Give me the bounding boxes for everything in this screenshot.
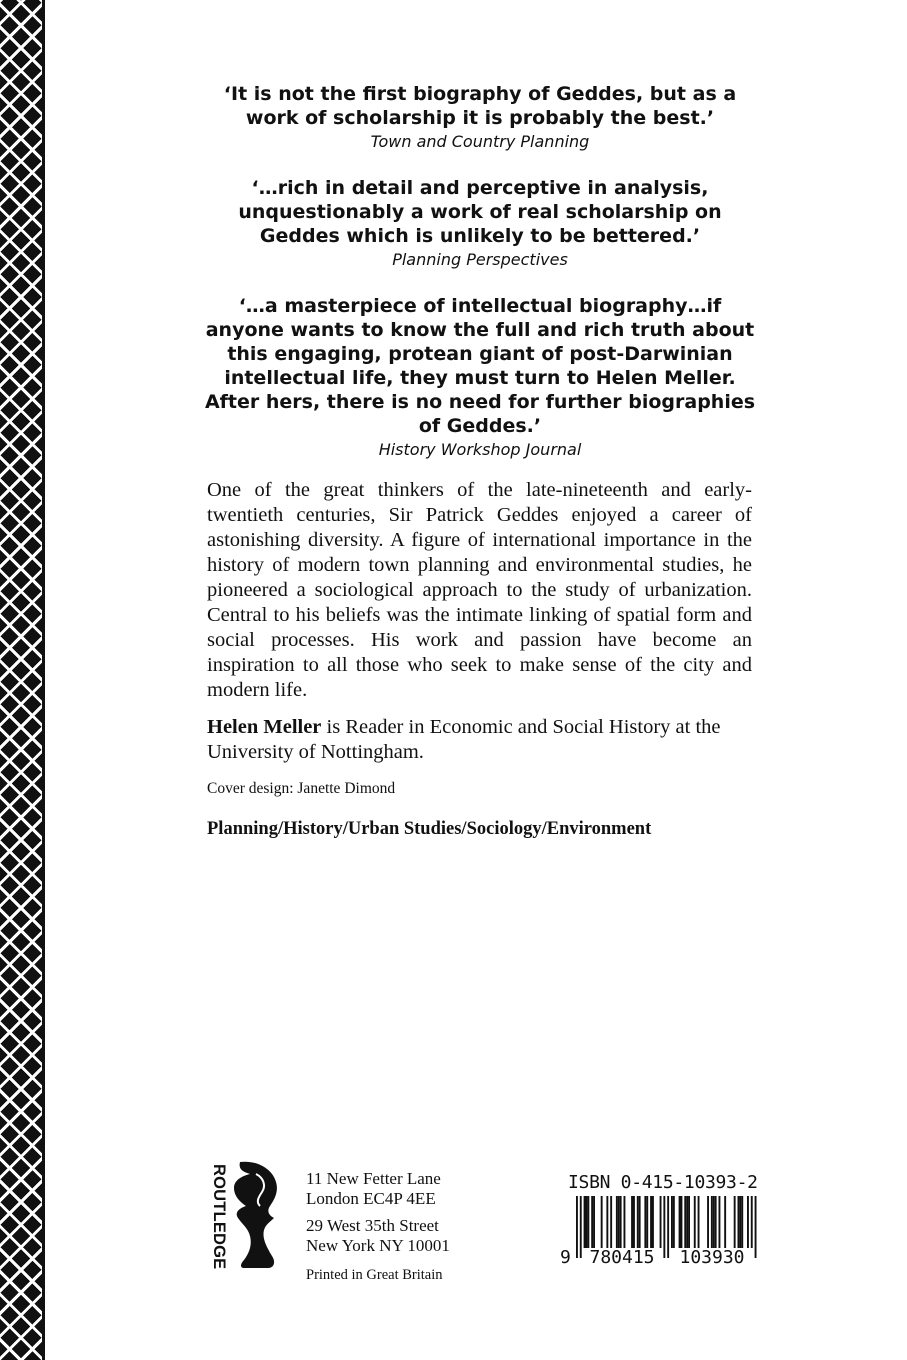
barcode-bar [591,1196,593,1248]
quote-text: ‘…rich in detail and perceptive in analysis, unquestionably a work of real scholarship on Geddes which is unlikely to be bettered.’ [238,177,722,247]
printed-in: Printed in Great Britain [306,1267,443,1283]
barcode-bar [620,1196,622,1248]
barcode-bar [738,1196,740,1248]
review-quote [200,176,760,272]
barcode-bar [644,1196,646,1248]
barcode-bar [711,1196,713,1248]
address-us-line2: New York NY 10001 [306,1236,450,1255]
barcode-bar [650,1196,652,1248]
ean-prefix-digit: 9 [560,1247,571,1268]
address-uk-line2: London EC4P 4EE [306,1189,436,1208]
quote-text: ‘It is not the first biography of Geddes, but as a work of scholarship it is probably the best.’ [223,83,737,129]
barcode-bar [741,1196,743,1248]
address-uk-line1: 11 New Fetter Lane [306,1169,441,1188]
barcode-bar [646,1196,648,1248]
cover-design-credit: Cover design: Janette Dimond [207,780,396,797]
quote-source: Planning Perspectives [392,250,568,269]
barcode-guard-bar [755,1196,757,1258]
barcode-bar [679,1196,681,1248]
ean-left-digits: 780415 [582,1248,662,1268]
isbn-barcode-block [560,1172,760,1272]
publisher-address [306,1169,496,1285]
review-quotes [200,82,760,484]
ean-right-digits: 103930 [670,1248,754,1268]
routledge-wordmark: ROUTLEDGE [210,1164,228,1270]
barcode-guard-bar [663,1196,665,1258]
barcode-bar [698,1196,700,1248]
barcode-bar [637,1196,639,1248]
barcode-bar [616,1196,618,1248]
barcode-bar [686,1196,688,1248]
barcode-guard-bar [576,1196,578,1258]
review-quote [200,82,760,154]
isbn-number: ISBN 0-415-10393-2 [568,1172,758,1193]
barcode-bar [734,1196,736,1248]
quote-source: History Workshop Journal [378,440,582,459]
routledge-logo [200,1160,292,1270]
barcode-bar [694,1196,696,1248]
barcode-bar [593,1196,595,1248]
decorative-pattern-strip [0,0,42,1360]
barcode-bar [631,1196,633,1248]
barcode-bar [586,1196,588,1248]
barcode-bar [624,1196,626,1248]
barcode-bar [601,1196,603,1248]
strip-border [42,0,45,1360]
barcode-bar [618,1196,620,1248]
author-name: Helen Meller [207,716,322,738]
barcode-bar [671,1196,673,1248]
barcode-bar [633,1196,635,1248]
barcode-bar [688,1196,690,1248]
barcode-bar [660,1196,662,1248]
profile-silhouette-icon [234,1162,277,1268]
barcode-bar [681,1196,683,1248]
blurb-paragraph: One of the great thinkers of the late-nineteenth and early-twentieth centuries, Sir Patrick Geddes enjoyed a career of astonishing diversity. A figure of international importance in the history of modern town planning and environmental studies, he pioneered a sociological approach to the study of urbanization. Central to his beliefs was the intimate linking of spatial form and social processes. His work and passion have become an inspiration to all those who seek to make sense of the city and modern life. [207,479,752,701]
quote-source: Town and Country Planning [370,132,590,151]
barcode-bar [587,1196,589,1248]
review-quote [200,294,760,462]
barcode-bar [606,1196,608,1248]
barcode-bar [639,1196,641,1248]
author-bio-text: is Reader in Economic and Social History at the University of Nottingham. [207,716,721,763]
barcode-bar [713,1196,715,1248]
barcode-bar [719,1196,721,1248]
barcode-bar [724,1196,726,1248]
barcode-bar [673,1196,675,1248]
barcode-bar [684,1196,686,1248]
subject-categories: Planning/History/Urban Studies/Sociology/Environment [207,819,652,839]
address-us-line1: 29 West 35th Street [306,1216,439,1235]
barcode-bar [707,1196,709,1248]
barcode-bar [584,1196,586,1248]
barcode-bar [610,1196,612,1248]
barcode-bar [739,1196,741,1248]
author-bio [207,715,752,765]
barcode-bar [747,1196,749,1248]
barcode-bar [715,1196,717,1248]
barcode-guard-bar [667,1196,669,1258]
book-description [207,478,752,841]
quote-text: ‘…a masterpiece of intellectual biography…if anyone wants to know the full and rich truth about this engaging, protean giant of post-Darwinian intellectual life, they must turn to Helen Meller. After hers, there is no need for further biographies of Geddes.’ [204,295,756,437]
barcode-bar [652,1196,654,1248]
